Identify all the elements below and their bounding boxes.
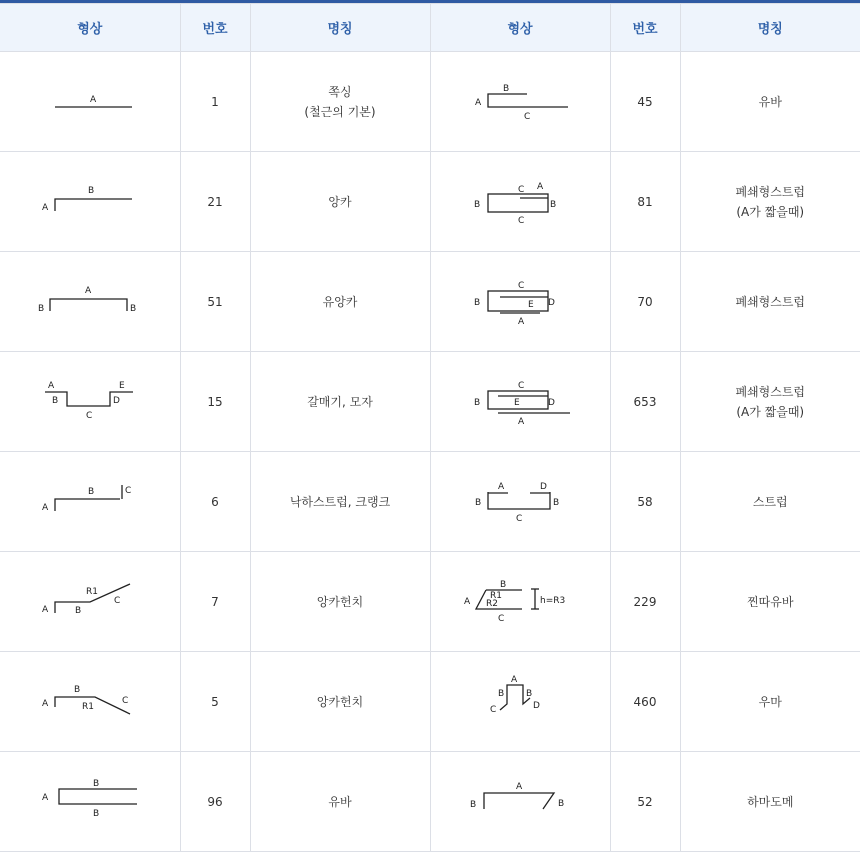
svg-text:E: E: [514, 397, 520, 408]
name-text: 스트럽: [752, 494, 788, 509]
svg-text:A: A: [516, 781, 523, 792]
svg-text:B: B: [92, 778, 99, 789]
svg-text:A: A: [89, 94, 96, 105]
name-text: 유바: [758, 94, 782, 109]
shape-cell: [0, 352, 180, 452]
number-cell: 51: [180, 252, 250, 352]
number-cell: 58: [610, 452, 680, 552]
svg-text:A: A: [41, 604, 48, 615]
svg-text:B: B: [474, 199, 481, 210]
number-cell: 45: [610, 52, 680, 152]
svg-text:B: B: [498, 688, 505, 699]
svg-text:C: C: [113, 595, 121, 606]
svg-text:B: B: [503, 83, 510, 94]
svg-text:B: B: [129, 303, 136, 314]
name-cell: [680, 652, 860, 752]
name-text: 쪽싱: [328, 84, 352, 99]
shape-cell: [430, 52, 610, 152]
svg-text:A: A: [84, 285, 91, 296]
name-text: (철근의 기본): [304, 104, 376, 119]
svg-text:B: B: [470, 799, 477, 810]
svg-text:C: C: [490, 704, 497, 715]
number-cell: 1: [180, 52, 250, 152]
number-cell: 5: [180, 652, 250, 752]
name-text: 앙카: [328, 194, 352, 209]
svg-text:C: C: [524, 111, 531, 122]
svg-text:A: A: [475, 97, 482, 108]
shape-closed-stirrup-short: [460, 177, 580, 227]
svg-text:C: C: [518, 215, 525, 226]
svg-text:A: A: [537, 181, 544, 192]
svg-text:E: E: [118, 380, 125, 391]
svg-text:B: B: [74, 605, 81, 616]
table-row: [0, 52, 860, 152]
svg-text:A: A: [518, 416, 525, 427]
svg-text:C: C: [518, 280, 525, 291]
header-number: 번호: [180, 4, 250, 52]
svg-text:E: E: [528, 299, 534, 310]
svg-text:A: A: [464, 596, 471, 607]
name-cell: [250, 352, 430, 452]
name-text: 앙카헌치: [316, 594, 364, 609]
number-cell: 460: [610, 652, 680, 752]
shape-closed-stirrup-long: [460, 377, 580, 427]
name-cell: [250, 452, 430, 552]
shape-cell: [0, 752, 180, 852]
svg-text:C: C: [516, 513, 523, 524]
number-cell: 15: [180, 352, 250, 452]
name-text: 앙카헌치: [316, 694, 364, 709]
shape-cell: [0, 152, 180, 252]
name-cell: [680, 752, 860, 852]
svg-text:A: A: [41, 792, 48, 803]
number-cell: 81: [610, 152, 680, 252]
shape-cell: [430, 452, 610, 552]
name-cell: [680, 52, 860, 152]
svg-text:B: B: [550, 199, 557, 210]
name-text: 우마: [758, 694, 782, 709]
header-shape: 형상: [0, 4, 180, 52]
shape-closed-stirrup: [460, 277, 580, 327]
name-cell: [250, 252, 430, 352]
name-text: 갈매기, 모자: [307, 394, 373, 409]
svg-text:A: A: [41, 698, 48, 709]
svg-text:B: B: [553, 497, 560, 508]
name-text: 하마도메: [747, 794, 794, 809]
name-cell: [680, 252, 860, 352]
number-cell: 653: [610, 352, 680, 452]
svg-text:D: D: [548, 397, 555, 408]
svg-text:D: D: [540, 481, 547, 492]
name-text: 유앙카: [322, 294, 358, 309]
svg-text:B: B: [92, 808, 99, 819]
shape-chair: [460, 672, 580, 732]
name-text: 찐따유바: [747, 594, 794, 609]
svg-text:B: B: [37, 303, 44, 314]
shape-u-anchor: [30, 277, 150, 327]
table-row: [0, 152, 860, 252]
number-cell: 96: [180, 752, 250, 852]
name-cell: [250, 152, 430, 252]
svg-text:B: B: [475, 497, 482, 508]
shape-cell: [430, 152, 610, 252]
name-text: (A가 짧을때): [736, 204, 805, 219]
shape-crank: [30, 477, 150, 527]
table-row: [0, 552, 860, 652]
name-text: 폐쇄형스트럽: [735, 294, 806, 309]
svg-text:B: B: [558, 798, 565, 809]
number-cell: 52: [610, 752, 680, 852]
shape-cell: [0, 252, 180, 352]
shape-hama-dome: [460, 777, 580, 827]
shape-cell: [0, 52, 180, 152]
svg-text:A: A: [47, 380, 54, 391]
svg-text:B: B: [87, 185, 94, 196]
svg-text:R1: R1: [81, 701, 94, 712]
table-row: [0, 352, 860, 452]
table-row: [0, 452, 860, 552]
number-cell: 229: [610, 552, 680, 652]
svg-text:A: A: [511, 674, 518, 685]
svg-text:D: D: [548, 297, 555, 308]
svg-text:B: B: [87, 486, 94, 497]
header-row: [0, 4, 860, 52]
table-row: [0, 752, 860, 852]
svg-text:C: C: [85, 410, 93, 421]
shape-cell: [430, 552, 610, 652]
name-text: 낙하스트럽, 크랭크: [289, 494, 391, 509]
svg-text:B: B: [474, 397, 481, 408]
number-cell: 7: [180, 552, 250, 652]
name-cell: [250, 652, 430, 752]
header-name: 명칭: [250, 4, 430, 52]
name-cell: [680, 152, 860, 252]
svg-text:C: C: [498, 613, 505, 624]
svg-text:D: D: [533, 700, 540, 711]
svg-text:C: C: [518, 380, 525, 391]
name-text: 폐쇄형스트럽: [735, 384, 806, 399]
shape-stirrup: [460, 477, 580, 527]
header-name: 명칭: [680, 4, 860, 52]
shape-anchor-haunch-7: [30, 577, 150, 627]
svg-text:A: A: [41, 502, 48, 513]
name-text: 폐쇄형스트럽: [735, 184, 806, 199]
svg-text:C: C: [121, 695, 129, 706]
number-cell: 6: [180, 452, 250, 552]
table-row: [0, 652, 860, 752]
shape-cell: [0, 452, 180, 552]
svg-text:A: A: [518, 316, 525, 327]
svg-text:C: C: [124, 485, 132, 496]
name-text: (A가 짧을때): [736, 404, 805, 419]
number-cell: 70: [610, 252, 680, 352]
shape-anchor: [30, 177, 150, 227]
svg-text:C: C: [518, 184, 525, 195]
svg-text:R1: R1: [85, 586, 98, 597]
svg-text:B: B: [474, 297, 481, 308]
name-cell: [250, 52, 430, 152]
name-cell: [680, 352, 860, 452]
svg-text:B: B: [526, 688, 533, 699]
shape-cell: [430, 252, 610, 352]
shape-hat: [30, 372, 150, 432]
shape-cell: [430, 652, 610, 752]
name-cell: [250, 552, 430, 652]
shape-u-bar: [460, 77, 580, 127]
number-cell: 21: [180, 152, 250, 252]
svg-text:A: A: [41, 202, 48, 213]
svg-text:B: B: [500, 579, 507, 590]
table-row: [0, 252, 860, 352]
shape-haunch-u-bar: [450, 577, 590, 627]
name-cell: [680, 452, 860, 552]
rebar-shape-table: [0, 3, 860, 852]
shape-cell: [0, 552, 180, 652]
header-number: 번호: [610, 4, 680, 52]
shape-cell: [0, 652, 180, 752]
svg-text:A: A: [498, 481, 505, 492]
name-cell: [680, 552, 860, 652]
name-cell: [250, 752, 430, 852]
shape-straight-bar: [30, 82, 150, 122]
shape-anchor-haunch-5: [30, 677, 150, 727]
svg-text:B: B: [73, 684, 80, 695]
header-shape: 형상: [430, 4, 610, 52]
shape-cell: [430, 352, 610, 452]
svg-text:R2: R2: [486, 598, 498, 609]
svg-text:D: D: [112, 395, 120, 406]
name-text: 유바: [328, 794, 352, 809]
shape-cell: [430, 752, 610, 852]
shape-u-bar-96: [30, 777, 150, 827]
svg-text:h=R3: h=R3: [540, 595, 566, 606]
svg-text:R1: R1: [490, 590, 502, 601]
svg-text:B: B: [51, 395, 58, 406]
